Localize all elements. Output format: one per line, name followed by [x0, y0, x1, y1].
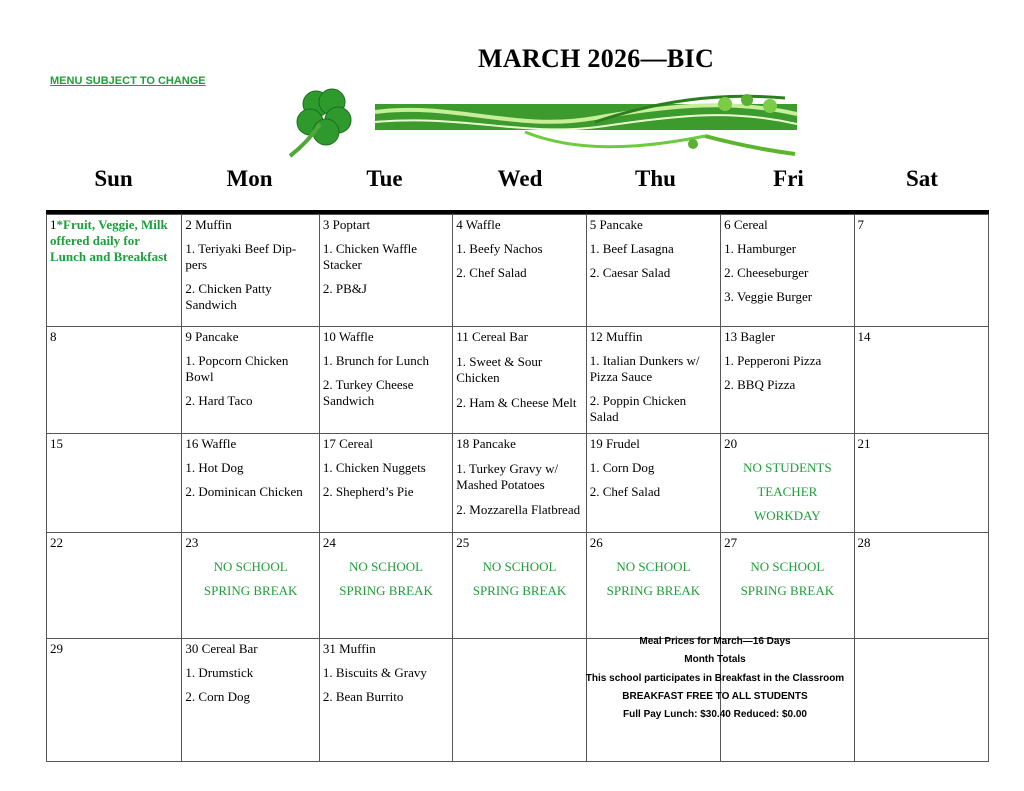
calendar-day-cell — [586, 533, 720, 639]
day-label: 31 Muffin — [322, 641, 376, 656]
day-label: 14 — [857, 329, 871, 344]
weekday-wed: Wed — [497, 166, 543, 191]
calendar-day-cell — [319, 533, 452, 639]
calendar-day-cell — [721, 215, 854, 327]
menu-item: 2. Hard Taco — [185, 393, 253, 408]
day-label: 25 — [456, 535, 470, 550]
day-label: 27 — [724, 535, 738, 550]
calendar-day-cell — [182, 327, 319, 434]
closure-notice: SPRING BREAK — [339, 583, 433, 598]
weekday-sat: Sat — [906, 166, 938, 191]
menu-item: 1. Corn Dog — [589, 460, 655, 475]
calendar-day-cell — [854, 215, 988, 327]
calendar-day-cell — [47, 327, 182, 434]
menu-item: 1. Pepperoni Pizza — [724, 353, 822, 368]
closure-notice: NO SCHOOL — [213, 559, 288, 574]
calendar-day-cell — [319, 434, 452, 533]
calendar-day-cell — [182, 639, 319, 762]
closure-notice: SPRING BREAK — [203, 583, 298, 598]
menu-item: 2. Poppin Chicken Salad — [589, 393, 687, 424]
decorative-swirl-banner — [375, 92, 797, 158]
calendar-day-cell — [319, 215, 452, 327]
day-label: 22 — [50, 535, 63, 550]
menu-item: 1. Chicken Waffle Stacker — [322, 241, 418, 272]
calendar-day-cell — [854, 533, 988, 639]
day-label: 24 — [322, 535, 336, 550]
menu-item: 2. Ham & Cheese Melt — [456, 395, 577, 410]
menu-item: 2. Corn Dog — [185, 689, 251, 704]
menu-item: 1. Italian Dunkers w/ Pizza Sauce — [589, 353, 700, 384]
calendar-day-cell — [586, 434, 720, 533]
closure-notice: NO SCHOOL — [482, 559, 557, 574]
day-label: 30 Cereal Bar — [185, 641, 258, 656]
closure-notice: TEACHER — [757, 484, 818, 499]
calendar-day-cell — [854, 434, 988, 533]
menu-item: 3. Veggie Burger — [724, 289, 813, 304]
calendar-day-cell — [182, 215, 319, 327]
day-label: 4 Waffle — [456, 217, 501, 232]
daily-offering-note: *Fruit, Veggie, Milk offered daily for Lunch and Breakfast — [50, 217, 168, 264]
weekday-sun: Sun — [94, 166, 133, 191]
day-label: 23 — [185, 535, 199, 550]
calendar-day-cell — [182, 533, 319, 639]
menu-item: 1. Beef Lasagna — [589, 241, 674, 256]
day-label: 7 — [857, 217, 865, 232]
calendar-day-cell — [47, 215, 182, 327]
month-totals-line: Month Totals — [684, 654, 746, 666]
menu-item: 1. Teriyaki Beef Dip-pers — [185, 241, 297, 272]
menu-item: 1. Turkey Gravy w/ Mashed Potatoes — [456, 461, 559, 492]
day-label: 12 Muffin — [589, 329, 643, 344]
weekday-fri: Fri — [773, 166, 804, 191]
calendar-week-row — [47, 434, 989, 533]
calendar-day-cell — [319, 639, 452, 762]
day-number: 1 — [50, 217, 57, 232]
menu-item: 2. Chef Salad — [456, 265, 527, 280]
day-label: 3 Poptart — [322, 217, 371, 232]
meal-prices-summary — [580, 633, 850, 724]
calendar-day-cell — [854, 327, 988, 434]
weekday-tue: Tue — [366, 166, 403, 191]
menu-item: 1. Biscuits & Gravy — [322, 665, 427, 680]
calendar-day-cell — [453, 327, 586, 434]
menu-subject-to-change-note: MENU SUBJECT TO CHANGE — [50, 75, 206, 87]
day-label: 20 — [724, 436, 738, 451]
menu-item: 2. Mozzarella Flatbread — [456, 502, 581, 517]
lunch-price-line: Full Pay Lunch: $30.40 Reduced: $0.00 — [623, 709, 807, 721]
calendar-day-cell — [47, 639, 182, 762]
menu-item: 2. BBQ Pizza — [724, 377, 796, 392]
menu-item: 2. PB&J — [322, 281, 367, 296]
menu-item: 1. Hamburger — [724, 241, 797, 256]
closure-notice: WORKDAY — [753, 508, 821, 523]
weekday-thu: Thu — [635, 166, 676, 191]
day-label: 29 — [50, 641, 63, 656]
day-label: 6 Cereal — [724, 217, 768, 232]
menu-item: 1. Brunch for Lunch — [322, 353, 429, 368]
closure-notice: SPRING BREAK — [472, 583, 567, 598]
calendar-day-cell — [47, 533, 182, 639]
calendar-day-cell — [182, 434, 319, 533]
calendar-week-row — [47, 215, 989, 327]
menu-item: 2. Dominican Chicken — [185, 484, 303, 499]
day-label: 28 — [857, 535, 871, 550]
day-label: 26 — [589, 535, 603, 550]
menu-item: 2. Cheeseburger — [724, 265, 809, 280]
menu-item: 2. Caesar Salad — [589, 265, 671, 280]
day-label: 15 — [50, 436, 63, 451]
closure-notice: NO SCHOOL — [750, 559, 825, 574]
menu-item: 2. Chicken Patty Sandwich — [185, 281, 272, 312]
calendar-day-cell — [453, 434, 586, 533]
calendar-day-cell — [721, 434, 854, 533]
menu-item: 1. Chicken Nuggets — [322, 460, 426, 475]
day-label: 2 Muffin — [185, 217, 232, 232]
closure-notice: SPRING BREAK — [740, 583, 835, 598]
day-label: 17 Cereal — [322, 436, 374, 451]
menu-item: 2. Bean Burrito — [322, 689, 404, 704]
closure-notice: SPRING BREAK — [606, 583, 701, 598]
breakfast-classroom-line: This school participates in Breakfast in the Classroom — [585, 672, 845, 684]
day-label: 10 Waffle — [322, 329, 374, 344]
menu-item: 2. Shepherd’s Pie — [322, 484, 414, 499]
closure-notice: NO SCHOOL — [349, 559, 424, 574]
menu-item: 1. Hot Dog — [185, 460, 244, 475]
day-label: 9 Pancake — [185, 329, 239, 344]
menu-item: 2. Chef Salad — [589, 484, 661, 499]
day-label: 19 Frudel — [589, 436, 640, 451]
menu-item: 1. Sweet & Sour Chicken — [456, 354, 543, 385]
calendar-day-cell — [721, 327, 854, 434]
menu-item: 2. Turkey Cheese Sandwich — [322, 377, 414, 408]
calendar-day-cell — [453, 215, 586, 327]
calendar-day-cell — [453, 533, 586, 639]
shamrock-icon — [286, 84, 366, 160]
closure-notice: NO SCHOOL — [616, 559, 691, 574]
calendar-day-cell — [721, 533, 854, 639]
calendar-day-cell — [453, 639, 586, 762]
calendar-day-cell — [47, 434, 182, 533]
calendar-week-row — [47, 533, 989, 639]
day-label: 8 — [50, 329, 57, 344]
weekday-mon: Mon — [226, 166, 273, 191]
menu-item: 1. Popcorn Chicken Bowl — [185, 353, 289, 384]
meal-prices-line: Meal Prices for March—16 Days — [639, 636, 791, 647]
weekday-header-row — [46, 166, 989, 196]
breakfast-free-line: BREAKFAST FREE TO ALL STUDENTS — [622, 690, 808, 702]
menu-item: 1. Drumstick — [185, 665, 254, 680]
calendar-day-cell — [586, 215, 720, 327]
calendar-week-row — [47, 327, 989, 434]
day-label: 21 — [857, 436, 871, 451]
menu-item: 1. Beefy Nachos — [456, 241, 543, 256]
day-label: 13 Bagler — [724, 329, 776, 344]
day-label: 11 Cereal Bar — [456, 329, 528, 344]
page-title: MARCH 2026—BIC — [478, 44, 715, 73]
calendar-day-cell — [586, 327, 720, 434]
closure-notice: NO STUDENTS — [743, 460, 832, 475]
day-label: 18 Pancake — [456, 436, 516, 451]
calendar-day-cell — [319, 327, 452, 434]
day-label: 5 Pancake — [589, 217, 643, 232]
calendar-day-cell — [854, 639, 988, 762]
day-label: 16 Waffle — [185, 436, 237, 451]
